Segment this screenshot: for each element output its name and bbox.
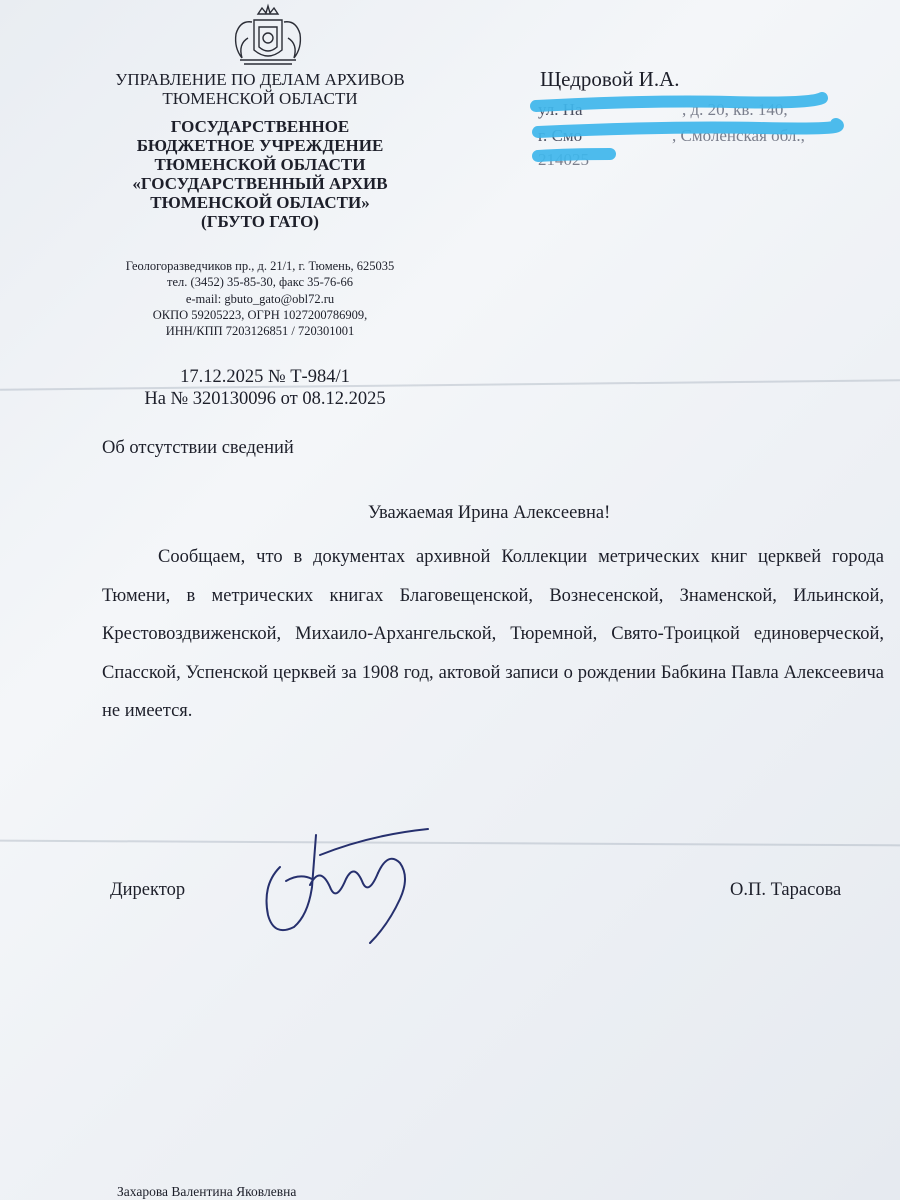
redacted-fragment: , д. 20, кв. 140, [682,100,788,119]
outgoing-number: 17.12.2025 № Т-984/1 [180,367,350,387]
letter-subject: Об отсутствии сведений [102,438,294,458]
registration-block [100,366,430,410]
agency-line: УПРАВЛЕНИЕ ПО ДЕЛАМ АРХИВОВ [115,70,405,89]
addressee-name: Щедровой И.А. [540,67,680,91]
institution-line: ТЮМЕНСКОЙ ОБЛАСТИ [154,155,366,175]
contact-line: ОКПО 59205223, ОГРН 1027200786909, [152,307,368,322]
agency-line: ТЮМЕНСКОЙ ОБЛАСТИ [162,89,358,109]
contact-line: тел. (3452) 35-85-30, факс 35-76-66 [167,275,353,290]
executor-name: Захарова Валентина Яковлевна [117,1184,297,1199]
agency-name [100,70,420,108]
redacted-address [530,92,850,172]
redacted-fragment: 214025 [538,150,589,169]
contact-line: e-mail: gbuto_gato@obl72.ru [185,291,335,306]
contact-line: Геологоразведчиков пр., д. 21/1, г. Тюмень, 625035 [125,259,395,273]
institution-line: «ГОСУДАРСТВЕННЫЙ АРХИВ [132,174,388,194]
incoming-reference: На № 320130096 от 08.12.2025 [144,389,386,410]
salutation: Уважаемая Ирина Алексеевна! [368,503,611,523]
redaction-marker-strokes [530,92,850,172]
institution-line: БЮДЖЕТНОЕ УЧРЕЖДЕНИЕ [136,136,384,156]
coat-of-arms-emblem [218,0,318,70]
contact-line: ИНН/КПП 7203126851 / 720301001 [165,324,355,338]
signatory-name: О.П. Тарасова [730,880,842,900]
letter-body: Сообщаем, что в документах архивной Коллекции метрических книг церквей города Тюмени, в метрических книгах Благовещенской, Вознесенской, Знаменской, Ильинской, Крестовоздвиженской, Михаило-Архангельской, Тюремной, Свято-Троицкой единоверческой, Спасской, Успенской церквей за 1908 год, актовой записи о рождении Бабкина Павла Алексеевича не имеется. [102,547,884,721]
institution-line: ТЮМЕНСКОЙ ОБЛАСТИ» [150,193,370,213]
redacted-fragment: г. Смо [538,126,583,145]
institution-line: ГОСУДАРСТВЕННОЕ [170,117,350,136]
institution-contacts [100,258,420,339]
institution-name [100,117,420,231]
signatory-title: Директор [110,880,186,900]
redacted-fragment: , Смоленская обл., [672,126,805,145]
handwritten-signature [250,815,440,950]
redacted-fragment: ул. На [538,100,583,119]
paper-fold [0,840,900,847]
institution-line: (ГБУТО ГАТО) [201,212,319,232]
